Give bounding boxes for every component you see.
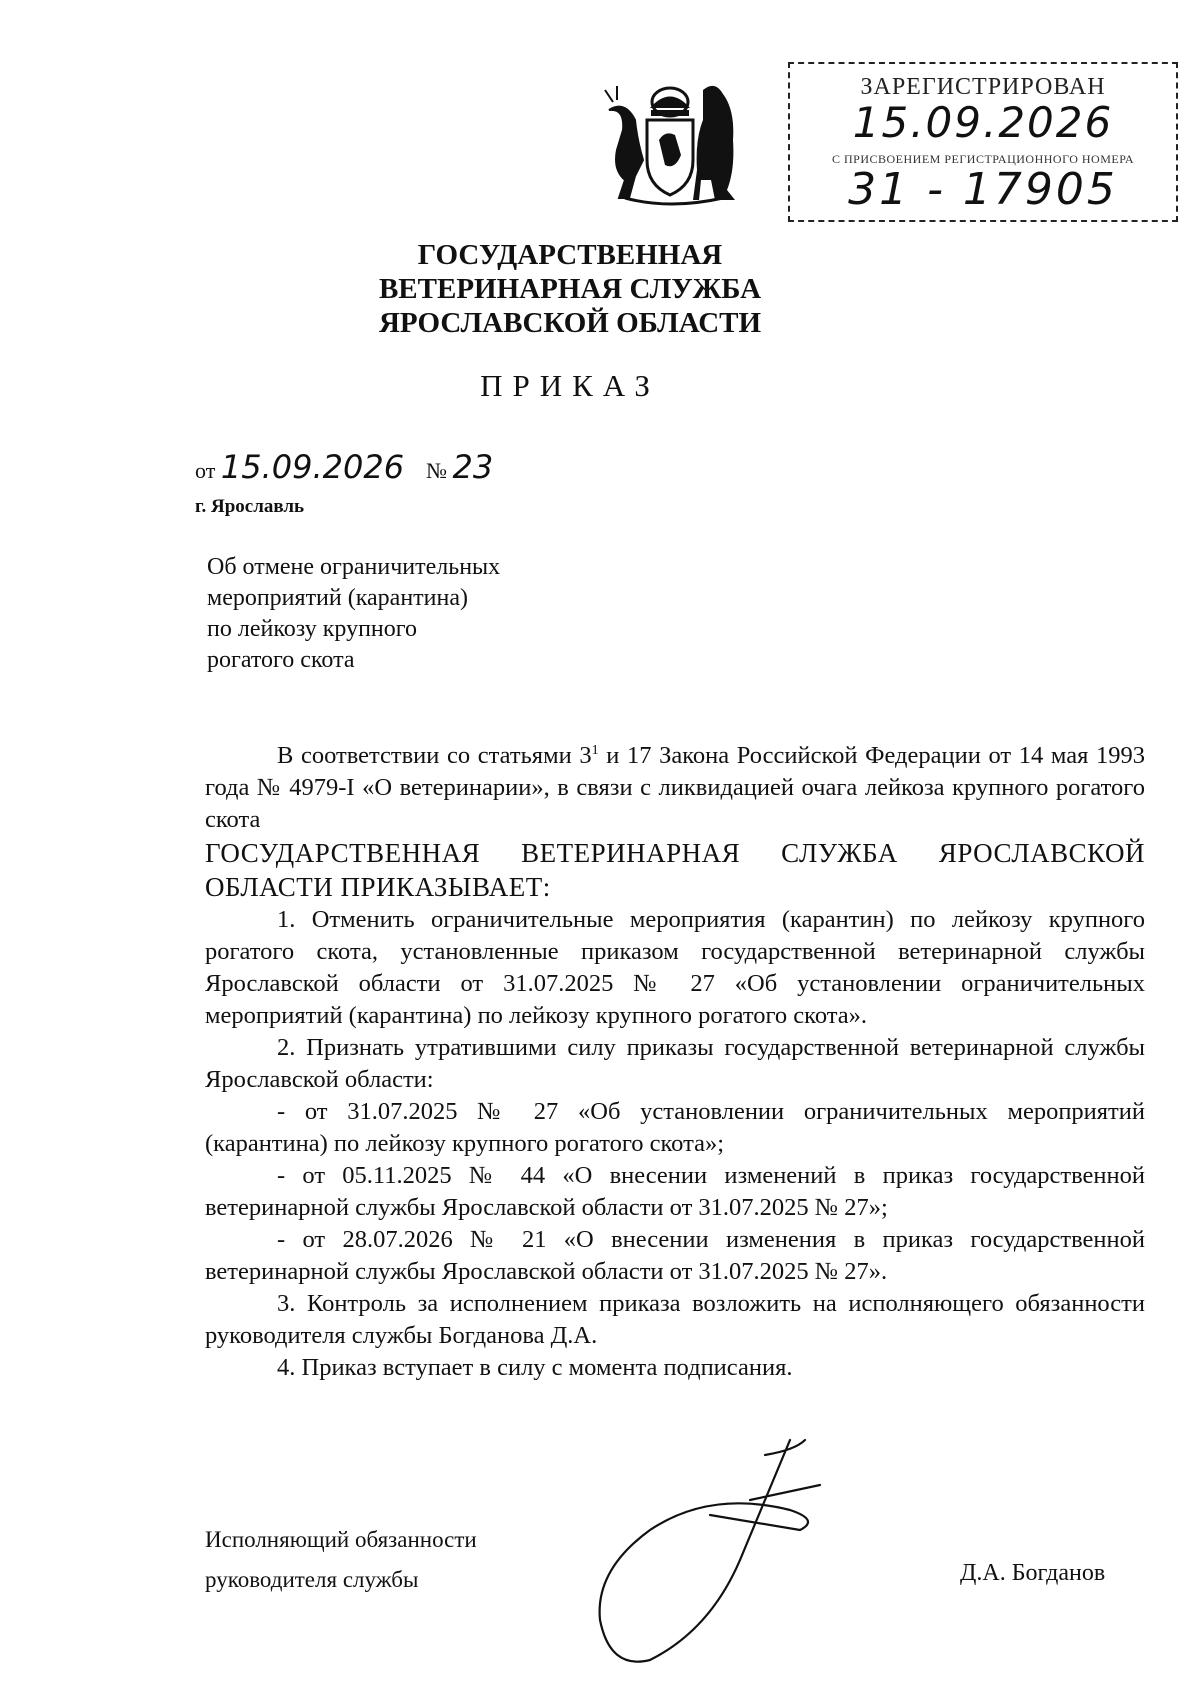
coat-of-arms-emblem xyxy=(595,80,745,210)
stamp-date: 15.09.2026 xyxy=(852,98,1114,147)
order-date-number xyxy=(195,448,493,486)
intro-text-a: В соответствии со статьями 3 xyxy=(277,742,592,769)
intro-text-b: и 17 Закона Российской Федерации от 14 мая 1993 года № 4979-I «О ветеринарии», в связи с ликвидацией очага лейкоза крупного рогатого скота xyxy=(205,742,1145,833)
intro-paragraph xyxy=(205,740,1145,836)
handwritten-signature xyxy=(590,1420,870,1670)
stamp-title: ЗАРЕГИСТРИРОВАН xyxy=(860,74,1106,100)
order-date: 15.09.2026 xyxy=(220,448,405,486)
order-item-2: 2. Признать утратившими силу приказы государственной ветеринарной службы Ярославской области: xyxy=(205,1034,1145,1093)
number-prefix: № xyxy=(426,458,448,483)
organization-title xyxy=(200,238,940,340)
order-item-2-sub: - от 05.11.2025 № 44 «О внесении изменений в приказ государственной ветеринарной службы Ярославской области от 31.07.2025 № 27»; xyxy=(205,1162,1145,1221)
order-item-2-sub: - от 31.07.2025 № 27 «Об установлении ограничительных мероприятий (карантина) по лейкозу крупного рогатого скота»; xyxy=(205,1098,1145,1157)
order-city: г. Ярославль xyxy=(195,496,305,517)
registration-stamp xyxy=(788,62,1178,222)
org-title-line: ЯРОСЛАВСКОЙ ОБЛАСТИ xyxy=(378,307,762,339)
subject-line: Об отмене ограничительных xyxy=(207,554,501,580)
subject-line: рогатого скота xyxy=(207,647,355,673)
signatory-name: Д.А. Богданов xyxy=(960,1560,1106,1586)
order-subject xyxy=(207,552,500,676)
intro-superscript: 1 xyxy=(591,742,599,758)
subject-line: по лейкозу крупного xyxy=(207,616,418,642)
stamp-subtitle: С ПРИСВОЕНИЕМ РЕГИСТРАЦИОННОГО НОМЕРА xyxy=(831,152,1135,166)
order-item-3: 3. Контроль за исполнением приказа возложить на исполняющего обязанности руководителя службы Богданова Д.А. xyxy=(205,1290,1145,1349)
subject-line: мероприятий (карантина) xyxy=(207,585,468,611)
document-type-heading: ПРИКАЗ xyxy=(480,368,660,403)
order-directive: ГОСУДАРСТВЕННАЯ ВЕТЕРИНАРНАЯ СЛУЖБА ЯРОСЛАВСКОЙ ОБЛАСТИ ПРИКАЗЫВАЕТ: xyxy=(205,838,1145,902)
org-title-line: ВЕТЕРИНАРНАЯ СЛУЖБА xyxy=(378,273,762,305)
org-title-line: ГОСУДАРСТВЕННАЯ xyxy=(417,239,723,271)
order-item-1: 1. Отменить ограничительные мероприятия (карантин) по лейкозу крупного рогатого скота, установленные приказом государственной ветеринарной службы Ярославской области от 31.07.2025 № 27 «Об установлении ограничительных мероприятий (карантина) по лейкозу крупного рогатого скота». xyxy=(205,906,1145,1029)
order-item-2-sub: - от 28.07.2026 № 21 «О внесении изменения в приказ государственной ветеринарной службы Ярославской области от 31.07.2025 № 27». xyxy=(205,1226,1145,1285)
date-prefix: от xyxy=(195,458,216,483)
order-number: 23 xyxy=(452,448,494,486)
signatory-position xyxy=(205,1520,477,1600)
position-line: Исполняющий обязанности xyxy=(205,1527,477,1552)
position-line: руководителя службы xyxy=(205,1567,419,1592)
order-item-4: 4. Приказ вступает в силу с момента подписания. xyxy=(277,1354,793,1381)
order-body xyxy=(205,740,1145,1384)
stamp-registration-number: 31 - 17905 xyxy=(848,164,1118,215)
